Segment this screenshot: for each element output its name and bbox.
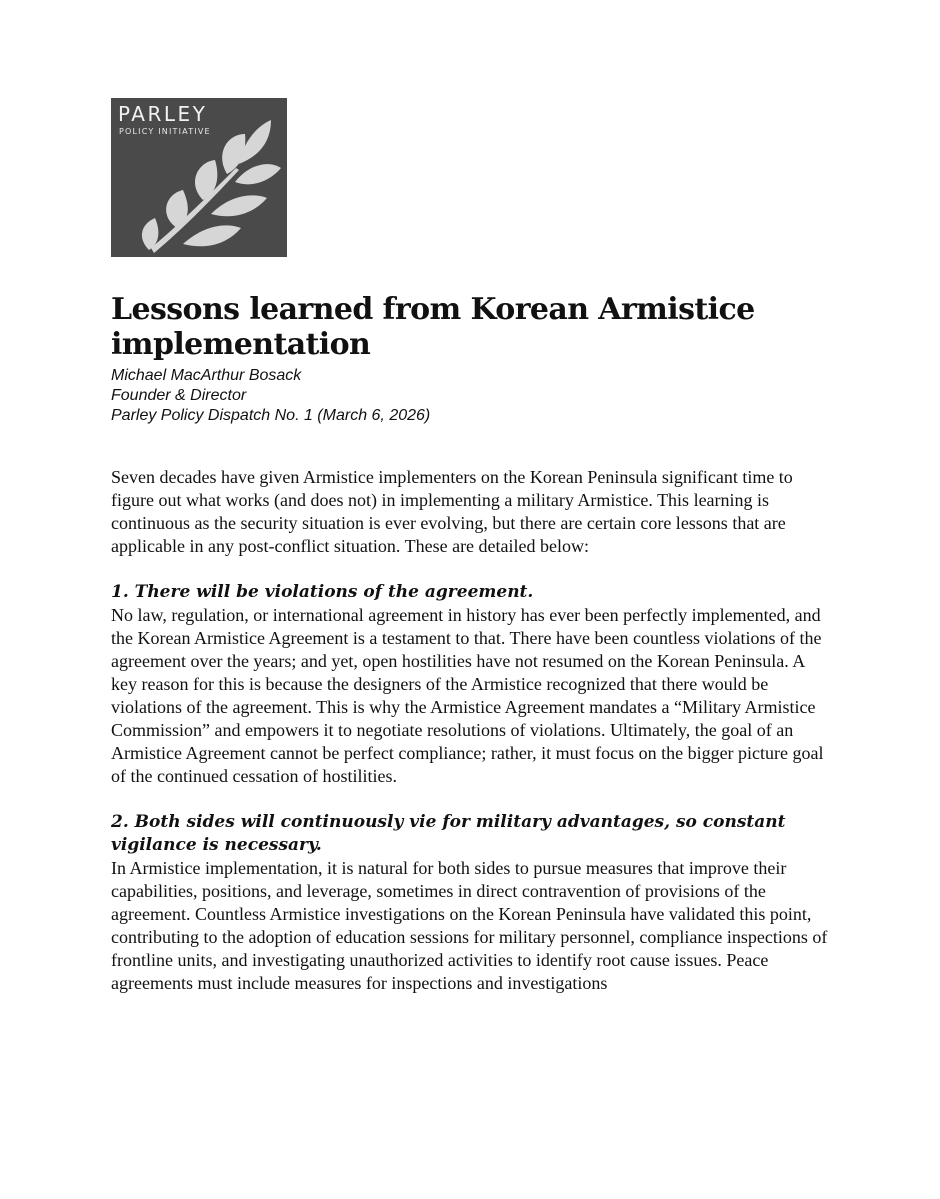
section-heading-1: 1. There will be violations of the agreement. [111, 582, 534, 602]
olive-branch-icon [111, 98, 287, 257]
section-body-2: In Armistice implementation, it is natural for both sides to pursue measures that improve their capabilities, positions, and leverage, sometimes in direct contravention of provisions of the agreement. Countless Armistice investigations on the Korean Peninsula have validated this point, contributing to the adoption of education sessions for military personnel, compliance inspections of frontline units, and investigating unauthorized activities to identify root cause issues. Peace agreements must include measures for inspections and investigations [111, 858, 828, 993]
article [111, 292, 831, 995]
byline [111, 366, 831, 426]
parley-logo [111, 98, 287, 257]
author-role: Founder & Director [111, 387, 247, 404]
section-heading-2: 2. Both sides will continuously vie for military advantages, so constant vigilance is necessary. [111, 812, 786, 855]
logo-title: PARLEY [118, 102, 208, 126]
section-body-1: No law, regulation, or international agreement in history has ever been perfectly implemented, and the Korean Armistice Agreement is a testament to that. There have been countless violations of the agreement over the years; and yet, open hostilities have not resumed on the Korean Peninsula. A key reason for this is because the designers of the Armistice recognized that there would be violations of the agreement. This is why the Armistice Agreement mandates a “Military Armistice Commission” and empowers it to negotiate resolutions of violations. Ultimately, the goal of an Armistice Agreement cannot be perfect compliance; rather, it must focus on the bigger picture goal of the continued cessation of hostilities. [111, 605, 824, 786]
intro-paragraph: Seven decades have given Armistice implementers on the Korean Peninsula significant time to figure out what works (and does not) in implementing a military Armistice. This learning is continuous as the security situation is ever evolving, but there are certain core lessons that are applicable in any post-conflict situation. These are detailed below: [111, 467, 793, 556]
logo-subtitle: POLICY INITIATIVE [119, 127, 211, 136]
article-title: Lessons learned from Korean Armistice implementation [111, 292, 755, 362]
author-name: Michael MacArthur Bosack [111, 367, 302, 384]
publication-line: Parley Policy Dispatch No. 1 (March 6, 2026) [111, 407, 431, 424]
